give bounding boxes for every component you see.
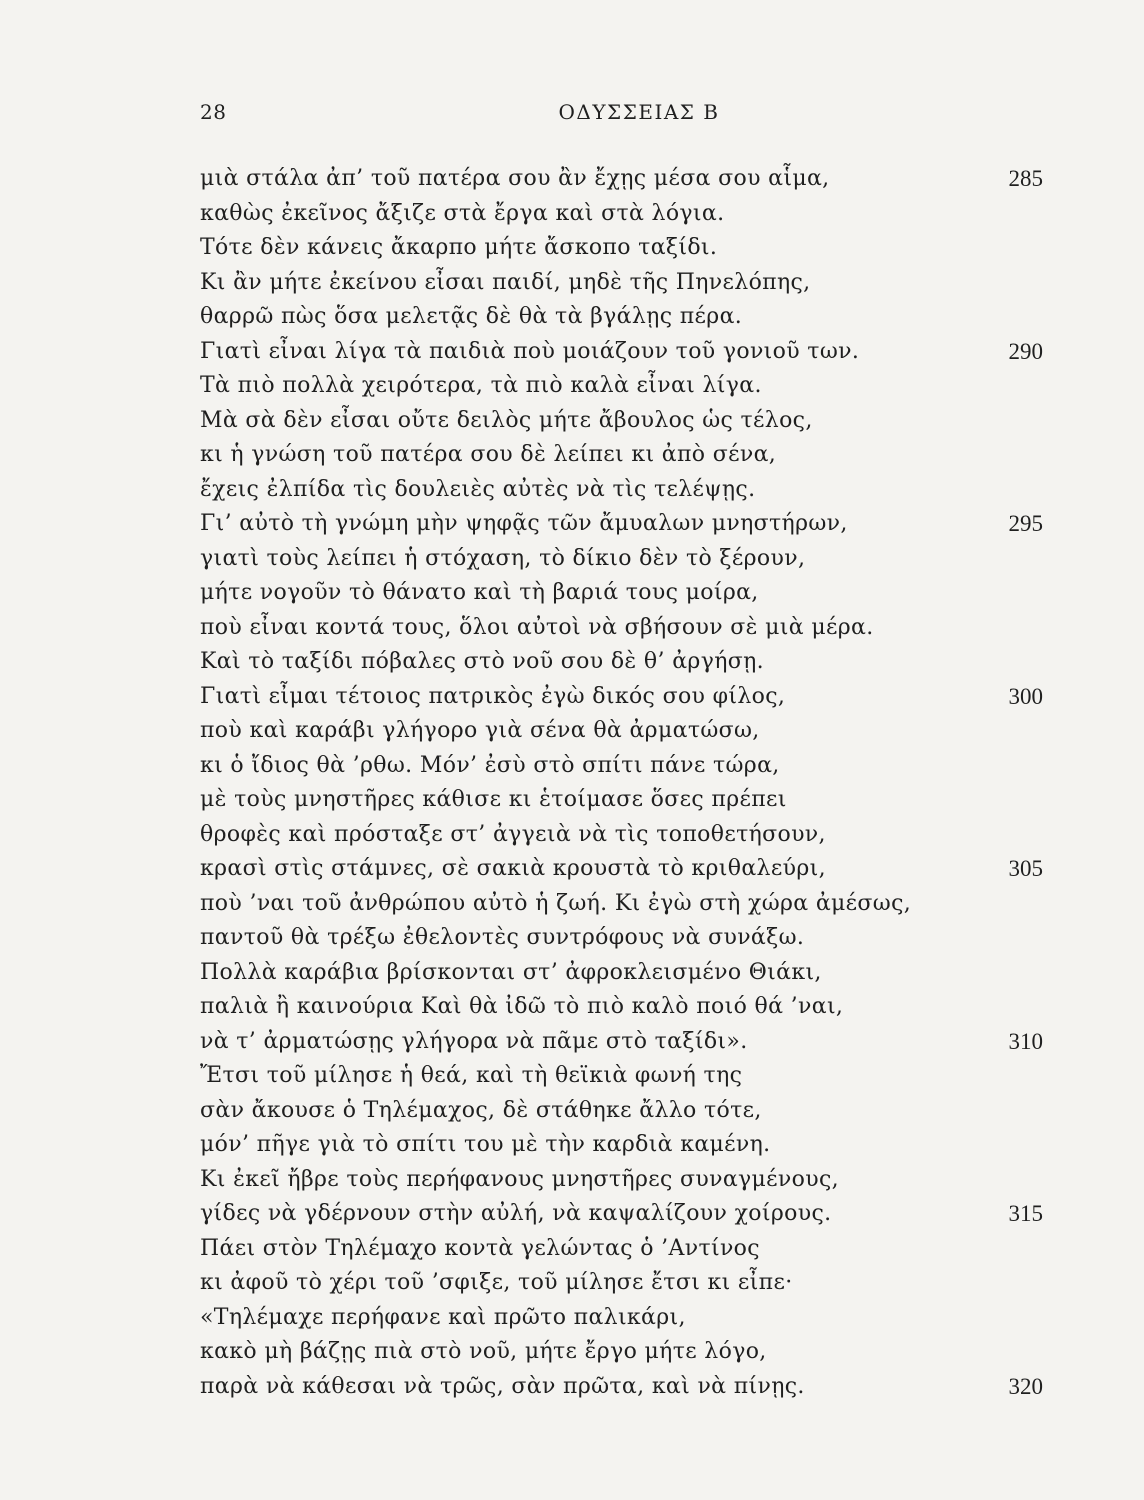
verse-text: ποὺ καὶ καράβι γλήγορο γιὰ σένα θὰ ἀρματώσω, (200, 718, 760, 743)
verse-line (200, 1094, 1043, 1129)
verse-text: μόν’ πῆγε γιὰ τὸ σπίτι του μὲ τὴν καρδιὰ καμένη. (200, 1132, 771, 1157)
verse-text: Καὶ τὸ ταξίδι πόβαλες στὸ νοῦ σου δὲ θ’ ἀργήσῃ. (200, 649, 764, 674)
verse-line (200, 611, 1043, 646)
verse-line (200, 1370, 1043, 1405)
verse-line (200, 1266, 1043, 1301)
verse-line (200, 404, 1043, 439)
verse-text: Κι ἂν μήτε ἐκείνου εἶσαι παιδί, μηδὲ τῆς Πηνελόπης, (200, 269, 811, 295)
verse-text: κρασὶ στὶς στάμνες, σὲ σακιὰ κρουστὰ τὸ κριθαλεύρι, (200, 856, 826, 881)
verse-text: κακὸ μὴ βάζῃς πιὰ στὸ νοῦ, μήτε ἔργο μήτε λόγο, (200, 1339, 767, 1364)
verse-line (200, 887, 1043, 922)
verse-text: κι ὁ ἴδιος θὰ ’ρθω. Μόν’ ἐσὺ στὸ σπίτι πάνε τώρα, (200, 752, 780, 778)
line-number: 320 (1008, 1373, 1043, 1399)
verse-text: μιὰ στάλα ἀπ’ τοῦ πατέρα σου ἂν ἔχῃς μέσα σου αἷμα, (200, 166, 830, 191)
verse-line (200, 576, 1043, 611)
verse-line (200, 231, 1043, 266)
verse-text: Κι ἐκεῖ ἤβρε τοὺς περήφανους μνηστῆρες συναγμένους, (200, 1166, 839, 1192)
verse-text: Πάει στὸν Τηλέμαχο κοντὰ γελώντας ὁ ’Αντίνος (200, 1235, 760, 1261)
verse-text: κι ἀφοῦ τὸ χέρι τοῦ ’σφιξε, τοῦ μίλησε ἔτσι κι εἶπε· (200, 1270, 793, 1295)
line-number: 305 (1008, 856, 1043, 881)
verse-text: Γιατὶ εἶμαι τέτοιος πατρικὸς ἐγὼ δικός σου φίλος, (200, 683, 786, 709)
verse-line (200, 197, 1043, 232)
verse-text: σὰν ἄκουσε ὁ Τηλέμαχος, δὲ στάθηκε ἄλλο τότε, (200, 1097, 762, 1123)
verse-line (200, 990, 1043, 1025)
verse-line (200, 507, 1043, 542)
verse-text: κι ἡ γνώση τοῦ πατέρα σου δὲ λείπει κι ἀπὸ σένα, (200, 442, 777, 467)
verse-line (200, 1059, 1043, 1094)
line-number: 315 (1008, 1201, 1043, 1226)
verse-line (200, 749, 1043, 784)
verse-block (200, 162, 1043, 1404)
verse-line (200, 714, 1043, 749)
verse-text: Πολλὰ καράβια βρίσκονται στ’ ἀφροκλεισμένο Θιάκι, (200, 959, 822, 985)
verse-line (200, 783, 1043, 818)
verse-line (200, 300, 1043, 335)
line-number: 285 (1008, 166, 1043, 191)
verse-line (200, 645, 1043, 680)
verse-text: παρὰ νὰ κάθεσαι νὰ τρῶς, σὰν πρῶτα, καὶ νὰ πίνῃς. (200, 1373, 805, 1399)
verse-line (200, 818, 1043, 853)
verse-line (200, 1163, 1043, 1198)
verse-line (200, 1301, 1043, 1336)
line-number: 310 (1008, 1028, 1043, 1054)
verse-line (200, 438, 1043, 473)
verse-line (200, 473, 1043, 508)
verse-text: ἔχεις ἐλπίδα τὶς δουλειὲς αὐτὲς νὰ τὶς τελέψῃς. (200, 476, 756, 502)
line-number: 300 (1008, 683, 1043, 709)
verse-text: Ἔτσι τοῦ μίλησε ἡ θεά, καὶ τὴ θεϊκιὰ φωνή της (200, 1063, 743, 1088)
verse-line (200, 162, 1043, 197)
page-number: 28 (200, 100, 227, 124)
verse-text: γίδες νὰ γδέρνουν στὴν αὐλή, νὰ καψαλίζουν χοίρους. (200, 1201, 832, 1226)
verse-text: Μὰ σὰ δὲν εἶσαι οὔτε δειλὸς μήτε ἄβουλος ὡς τέλος, (200, 407, 813, 433)
verse-text: γιατὶ τοὺς λείπει ἡ στόχαση, τὸ δίκιο δὲν τὸ ξέρουν, (200, 545, 806, 571)
line-number: 295 (1008, 511, 1043, 536)
verse-line (200, 852, 1043, 887)
verse-text: ποὺ ’ναι τοῦ ἀνθρώπου αὐτὸ ἡ ζωή. Κι ἐγὼ στὴ χώρα ἀμέσως, (200, 890, 912, 916)
verse-text: παντοῦ θὰ τρέξω ἐθελοντὲς συντρόφους νὰ συνάξω. (200, 925, 805, 950)
verse-line (200, 542, 1043, 577)
verse-line (200, 1025, 1043, 1060)
verse-text: ποὺ εἶναι κοντά τους, ὅλοι αὐτοὶ νὰ σβήσουν σὲ μιὰ μέρα. (200, 614, 874, 640)
verse-line (200, 266, 1043, 301)
line-number: 290 (1008, 338, 1043, 364)
verse-line (200, 1197, 1043, 1232)
verse-text: Τὰ πιὸ πολλὰ χειρότερα, τὰ πιὸ καλὰ εἶναι λίγα. (200, 373, 762, 398)
verse-line (200, 369, 1043, 404)
verse-line (200, 680, 1043, 715)
verse-text: παλιὰ ἢ καινούρια Καὶ θὰ ἰδῶ τὸ πιὸ καλὸ ποιό θά ’ναι, (200, 994, 844, 1019)
verse-line (200, 921, 1043, 956)
verse-text: Γι’ αὐτὸ τὴ γνώμη μὴν ψηφᾷς τῶν ἄμυαλων μνηστήρων, (200, 511, 848, 536)
verse-text: θαρρῶ πὼς ὅσα μελετᾷς δὲ θὰ τὰ βγάλῃς πέρα. (200, 304, 743, 329)
verse-text: νὰ τ’ ἀρματώσῃς γλήγορα νὰ πᾶμε στὸ ταξίδι». (200, 1028, 748, 1054)
verse-text: Γιατὶ εἶναι λίγα τὰ παιδιὰ ποὺ μοιάζουν τοῦ γονιοῦ των. (200, 338, 860, 364)
verse-line (200, 1232, 1043, 1267)
verse-line (200, 335, 1043, 370)
verse-line (200, 956, 1043, 991)
verse-line (200, 1128, 1043, 1163)
verse-text: θροφὲς καὶ πρόσταξε στ’ ἀγγειὰ νὰ τὶς τοποθετήσουν, (200, 821, 826, 847)
verse-text: Τότε δὲν κάνεις ἄκαρπο μήτε ἄσκοπο ταξίδι. (200, 235, 718, 260)
verse-text: «Τηλέμαχε περήφανε καὶ πρῶτο παλικάρι, (200, 1304, 686, 1330)
verse-text: καθὼς ἐκεῖνος ἄξιζε στὰ ἔργα καὶ στὰ λόγια. (200, 200, 725, 226)
verse-line (200, 1335, 1043, 1370)
verse-text: μὲ τοὺς μνηστῆρες κάθισε κι ἑτοίμασε ὅσες πρέπει (200, 787, 787, 812)
running-title: ΟΔΥΣΣΕΙΑΣ Β (558, 100, 720, 124)
page-header (200, 100, 1040, 132)
verse-text: μήτε νογοῦν τὸ θάνατο καὶ τὴ βαριά τους μοίρα, (200, 580, 759, 605)
